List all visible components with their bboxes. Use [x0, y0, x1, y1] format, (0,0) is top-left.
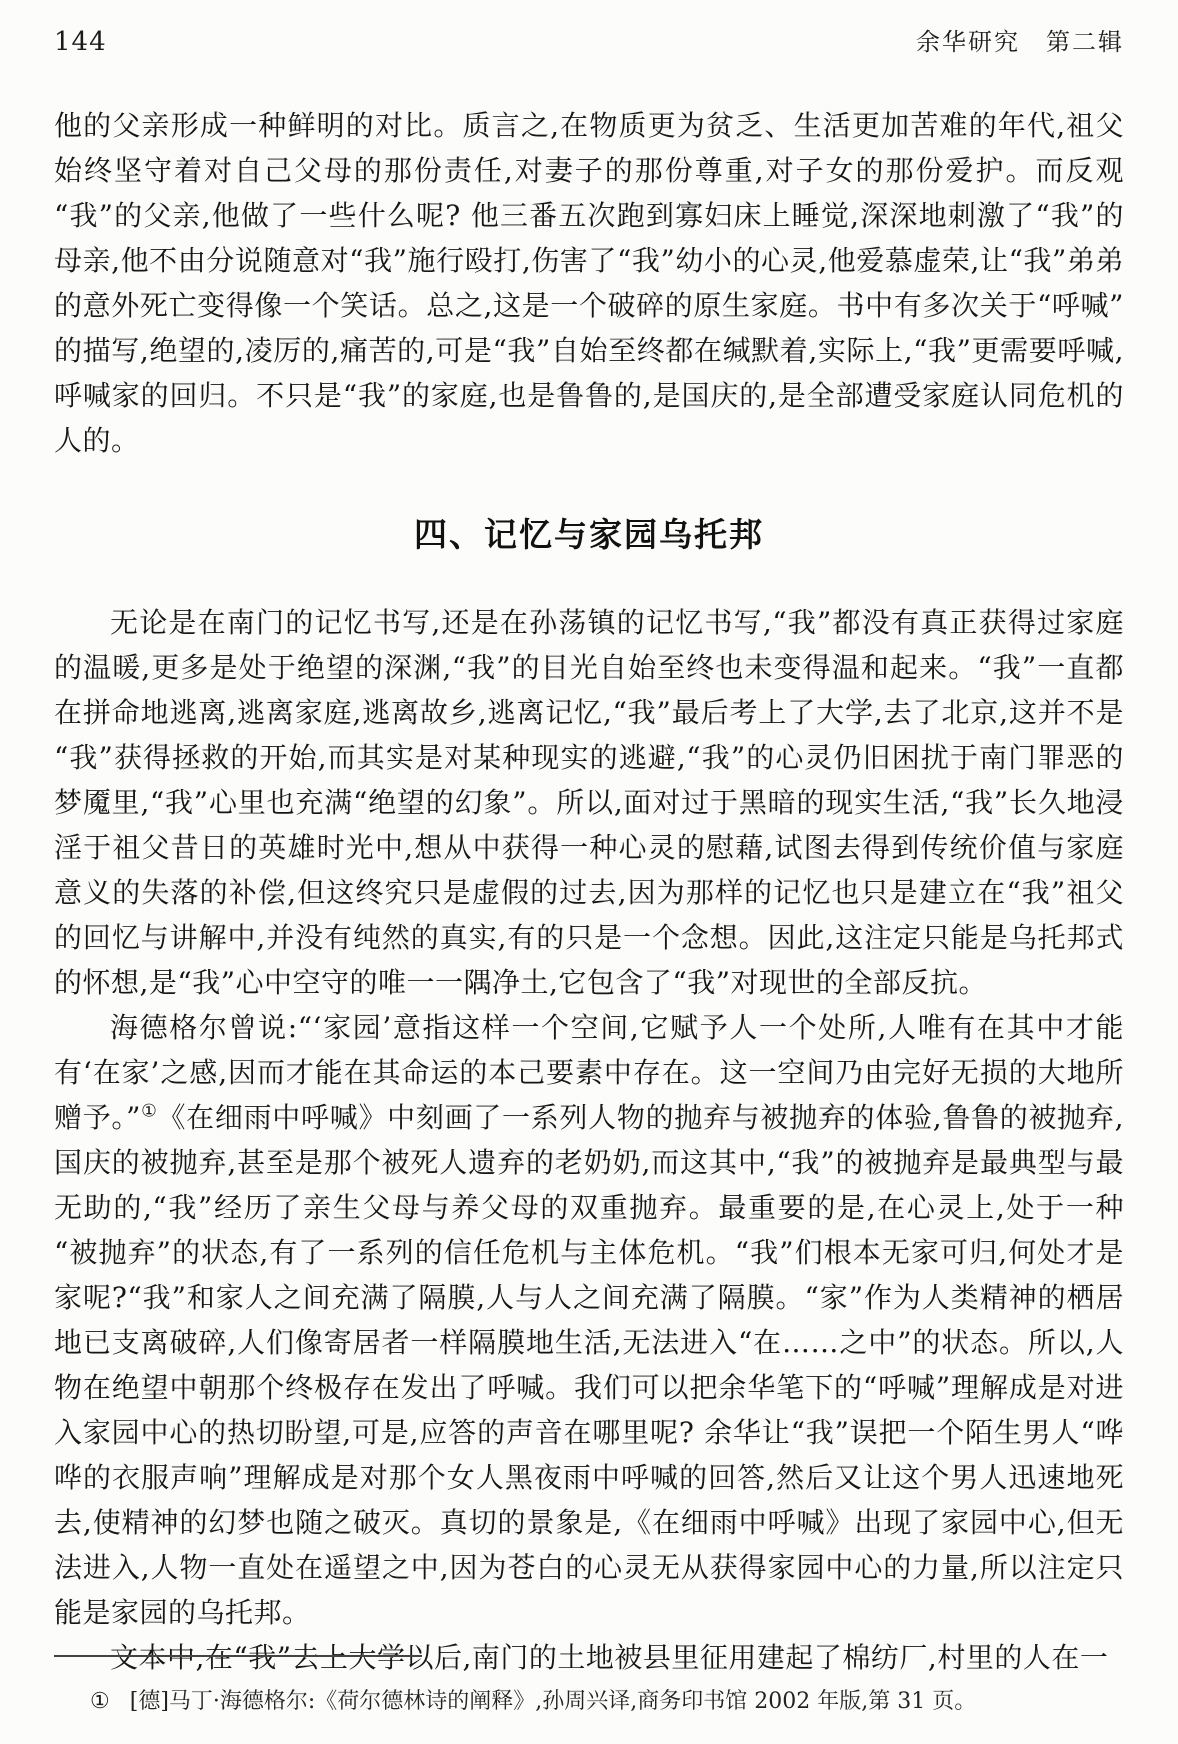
footnote-marker: ①: [90, 1689, 110, 1714]
paragraph-with-footnote-ref: [54, 1005, 1124, 1635]
footnote-area: [54, 1655, 1124, 1719]
page-header: [54, 22, 1124, 57]
running-title: 余华研究 第二辑: [916, 28, 1124, 56]
footnote-ref-marker: ①: [140, 1101, 158, 1122]
paragraph-text: 《在细雨中呼喊》中刻画了一系列人物的抛弃与被抛弃的体验,鲁鲁的被抛弃,国庆的被抛弃,甚至是那个被死人遗弃的老奶奶,而这其中,“我”的被抛弃是最典型与最无助的,“我”经历了亲生父母与养父母的双重抛弃。最重要的是,在心灵上,处于一种“被抛弃”的状态,有了一系列的信任危机与主体危机。“我”们根本无家可归,何处才是家呢?“我”和家人之间充满了隔膜,人与人之间充满了隔膜。“家”作为人类精神的栖居地已支离破碎,人们像寄居者一样隔膜地生活,无法进入“在……之中”的状态。所以,人物在绝望中朝那个终极存在发出了呼喊。我们可以把余华笔下的“呼喊”理解成是对进入家园中心的热切盼望,可是,应答的声音在哪里呢? 余华让“我”误把一个陌生男人“哗哗的衣服声响”理解成是对那个女人黑夜雨中呼喊的回答,然后又让这个男人迅速地死去,使精神的幻梦也随之破灭。真切的景象是,《在细雨中呼喊》出现了家园中心,但无法进入,人物一直处在遥望之中,因为苍白的心灵无从获得家园中心的力量,所以注定只能是家园的乌托邦。: [54, 1101, 1124, 1629]
paragraph-last-partial: 文本中,在“我”去上大学以后,南门的土地被县里征用建起了棉纺厂,村里的人在一: [110, 1641, 1109, 1674]
paragraph: 无论是在南门的记忆书写,还是在孙荡镇的记忆书写,“我”都没有真正获得过家庭的温暖,更多是处于绝望的深渊,“我”的目光自始至终也未变得温和起来。“我”一直都在拼命地逃离,逃离家庭,逃离故乡,逃离记忆,“我”最后考上了大学,去了北京,这并不是“我”获得拯救的开始,而其实是对某种现实的逃避,“我”的心灵仍旧困扰于南门罪恶的梦魇里,“我”心里也充满“绝望的幻象”。所以,面对过于黑暗的现实生活,“我”长久地浸淫于祖父昔日的英雄时光中,想从中获得一种心灵的慰藉,试图去得到传统价值与家庭意义的失落的补偿,但这终究只是虚假的过去,因为那样的记忆也只是建立在“我”祖父的回忆与讲解中,并没有纯然的真实,有的只是一个念想。因此,这注定只能是乌托邦式的怀想,是“我”心中空守的唯一一隅净土,它包含了“我”对现世的全部反抗。: [54, 606, 1124, 999]
article-body: [54, 103, 1124, 1680]
paragraph-continuation: 他的父亲形成一种鲜明的对比。质言之,在物质更为贫乏、生活更加苦难的年代,祖父始终坚守着对自己父母的那份责任,对妻子的那份尊重,对子女的那份爱护。而反观“我”的父亲,他做了一些什么呢? 他三番五次跑到寡妇床上睡觉,深深地刺激了“我”的母亲,他不由分说随意对“我”施行殴打,伤害了“我”幼小的心灵,他爱慕虚荣,让“我”弟弟的意外死亡变得像一个笑话。总之,这是一个破碎的原生家庭。书中有多次关于“呼喊”的描写,绝望的,凌厉的,痛苦的,可是“我”自始至终都在缄默着,实际上,“我”更需要呼喊,呼喊家的回归。不只是“我”的家庭,也是鲁鲁的,是国庆的,是全部遭受家庭认同危机的人的。: [54, 109, 1124, 457]
footnote: [54, 1685, 1124, 1719]
paragraph-text: 海德格尔曾说:“‘家园’意指这样一个空间,它赋予人一个处所,人唯有在其中才能有‘在家’之感,因而才能在其命运的本己要素中存在。这一空间乃由完好无损的大地所赠予。”: [54, 1011, 1124, 1134]
footnote-text: [德]马丁·海德格尔:《荷尔德林诗的阐释》,孙周兴译,商务印书馆 2002 年版,第 31 页。: [129, 1689, 977, 1714]
page-number: 144: [54, 27, 107, 57]
section-heading: 四、记忆与家园乌托邦: [414, 515, 764, 554]
footnote-divider: [54, 1655, 422, 1657]
